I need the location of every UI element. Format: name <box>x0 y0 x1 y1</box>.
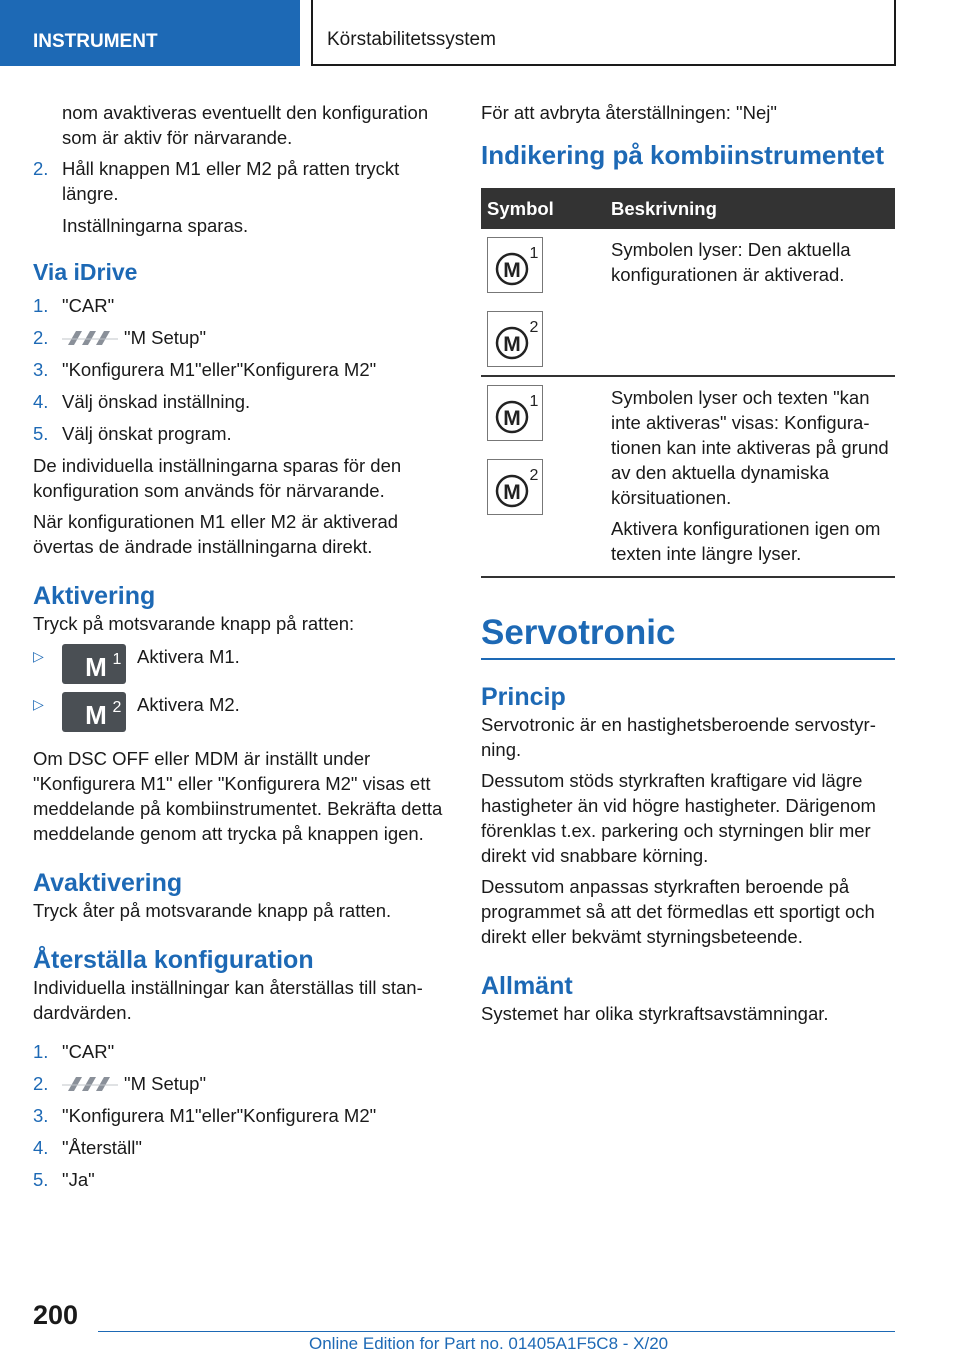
m1-icon <box>487 385 543 441</box>
svg-text:M: M <box>503 333 521 356</box>
m2-icon <box>62 692 126 732</box>
chapter-title: Körstabilitetssystem <box>311 0 896 66</box>
table-header-symbol: Symbol <box>481 188 605 229</box>
svg-text:2: 2 <box>112 699 122 716</box>
table-row <box>481 229 895 376</box>
list-item: 1. "CAR" <box>33 1041 115 1062</box>
svg-text:M: M <box>85 652 107 682</box>
paragraph: Individuella inställningar kan återställas till stan-dardvärden. <box>33 977 423 1023</box>
heading-avaktivering: Avaktivering <box>33 869 183 897</box>
heading-via-idrive: Via iDrive <box>33 259 138 285</box>
heading-reset: Återställa konfiguration <box>33 946 314 974</box>
m2-icon <box>487 459 543 515</box>
m2-icon <box>487 311 543 367</box>
via-idrive-steps <box>33 293 453 446</box>
svg-text:1: 1 <box>529 245 539 262</box>
paragraph: Systemet har olika styrkraftsavstämningar. <box>481 1003 829 1024</box>
svg-text:1: 1 <box>529 393 539 410</box>
list-item: 2. "M Setup" <box>33 1073 207 1094</box>
list-item: 1. "CAR" <box>33 295 115 316</box>
paragraph: Tryck på motsvarande knapp på ratten: <box>33 613 355 634</box>
paragraph: Tryck åter på motsvarande knapp på ratten. <box>33 900 392 921</box>
heading-allmant: Allmänt <box>481 972 573 1000</box>
paragraph: Dessutom stöds styrkraften kraftigare vid lägre hastigheter än vid högre hastigheter. Därigenom förenklas t.ex. parkering och styrningen blir mer direkt vid snabbare körning. <box>481 770 876 866</box>
table-cell: Symbolen lyser och texten "kan inte aktiveras" visas: Konfigura-tionen kan inte aktiveras på grund av den aktuella dynamiska körsituationen. <box>611 387 889 508</box>
bullet-item: ▷ M 1 Aktivera M1. <box>33 646 240 682</box>
table-cell: Symbolen lyser: Den aktuella konfigurationen är aktiverad. <box>611 239 851 285</box>
list-item: 4. Välj önskad inställning. <box>33 391 251 412</box>
svg-text:M: M <box>85 700 107 730</box>
paragraph: Servotronic är en hastighetsberoende servostyr-ning. <box>481 714 876 760</box>
list-item: 3. "Konfigurera M1"eller"Konfigurera M2" <box>33 359 377 380</box>
paragraph: Om DSC OFF eller MDM är inställt under "Konfigurera M1" eller "Konfigurera M2" visas ett meddelande på kombiinstrumentet. Bekräfta detta meddelande genom att trycka på knappen igen. <box>33 748 443 844</box>
left-column <box>33 100 453 1199</box>
list-item: 3. "Konfigurera M1"eller"Konfigurera M2" <box>33 1105 377 1126</box>
bullet-item: ▷ M 2 Aktivera M2. <box>33 694 240 730</box>
section-tab: INSTRUMENT <box>0 0 300 66</box>
page-header <box>0 0 960 66</box>
heading-servotronic: Servotronic <box>481 612 895 660</box>
table-cell: Aktivera konfigurationen igen om texten inte längre lyser. <box>611 518 881 564</box>
m-stripes-icon <box>62 329 118 347</box>
list-item: 5. "Ja" <box>33 1169 95 1190</box>
table-header-description: Beskrivning <box>605 188 895 229</box>
paragraph: För att avbryta återställningen: "Nej" <box>481 102 777 123</box>
page-number: 200 <box>33 1300 79 1330</box>
svg-text:2: 2 <box>529 319 539 336</box>
m-stripes-icon <box>62 1075 118 1093</box>
m1-icon <box>487 237 543 293</box>
heading-aktivering: Aktivering <box>33 582 156 610</box>
svg-text:1: 1 <box>112 651 122 668</box>
triangle-bullet-icon: ▷ <box>33 696 44 712</box>
svg-text:M: M <box>503 481 521 504</box>
list-item: 2. Håll knappen M1 eller M2 på ratten tryckt längre. <box>33 158 400 204</box>
m1-icon <box>62 644 126 684</box>
step-sub-text: Inställningarna sparas. <box>62 215 249 236</box>
reset-steps <box>33 1039 453 1192</box>
heading-princip: Princip <box>481 683 566 711</box>
continued-text: nom avaktiveras eventuellt den konfiguration som är aktiv för närvarande. <box>62 102 429 148</box>
list-item: 4. "Återställ" <box>33 1137 142 1158</box>
footer-divider <box>98 1331 895 1332</box>
svg-text:M: M <box>503 407 521 430</box>
list-item: 2. "M Setup" <box>33 327 207 348</box>
table-row <box>481 376 895 577</box>
triangle-bullet-icon: ▷ <box>33 648 44 664</box>
list-item: 5. Välj önskat program. <box>33 423 232 444</box>
symbol-table <box>481 188 895 578</box>
svg-text:2: 2 <box>529 467 539 484</box>
paragraph: Dessutom anpassas styrkraften beroende på programmet så att det förmedlas ett sportigt och direkt eller bekvämt styrningsbeteende. <box>481 876 875 947</box>
svg-text:M: M <box>503 259 521 282</box>
edition-text: Online Edition for Part no. 01405A1F5C8 - X/20 <box>309 1334 669 1353</box>
paragraph: De individuella inställningarna sparas för den konfiguration som används för närvarande. <box>33 455 402 501</box>
right-column <box>481 100 895 1026</box>
paragraph: När konfigurationen M1 eller M2 är aktiverad övertas de ändrade inställningarna direkt. <box>33 511 399 557</box>
heading-indikering: Indikering på kombiinstrumentet <box>481 140 885 170</box>
